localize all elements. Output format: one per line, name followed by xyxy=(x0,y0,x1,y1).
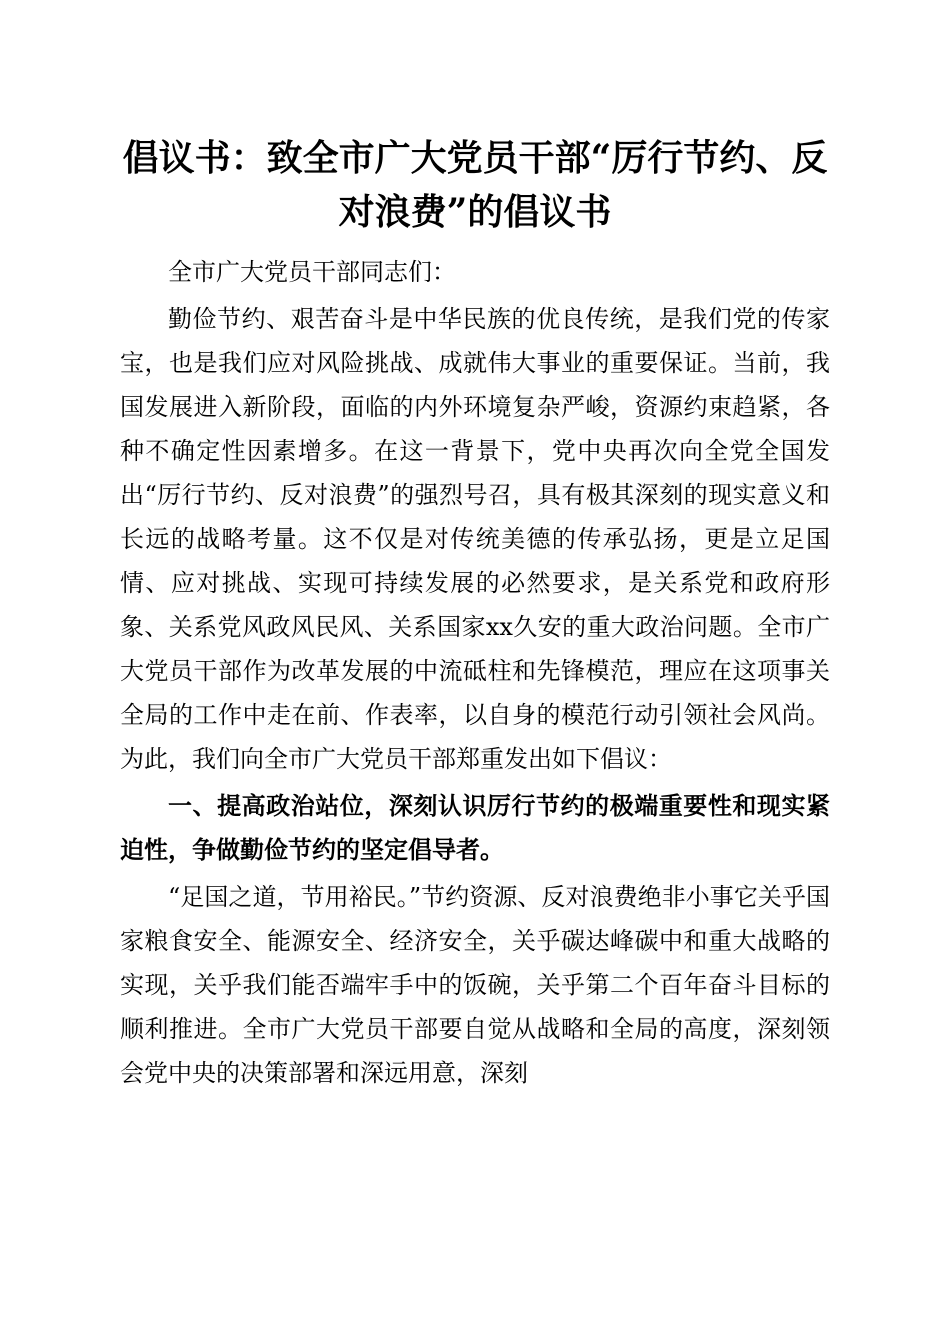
salutation: 全市广大党员干部同志们： xyxy=(168,258,456,286)
document-title: 倡议书：致全市广大党员干部“厉行节约、反对浪费”的倡议书 xyxy=(122,137,828,233)
paragraph-section-1: “足国之道，节用裕民。”节约资源、反对浪费绝非小事它关乎国家粮食安全、能源安全、经济安全，关乎碳达峰碳中和重大战略的实现，关乎我们能否端牢手中的饭碗，关乎第二个百年奋斗目标的顺利推进。全市广大党员干部要自觉从战略和全局的高度，深刻领会党中央的决策部署和深远用意，深刻 xyxy=(120,883,830,1087)
section-heading-1: 一、提高政治站位，深刻认识厉行节约的极端重要性和现实紧迫性，争做勤俭节约的坚定倡导者。 xyxy=(120,792,830,864)
document-body xyxy=(120,250,830,1095)
paragraph-intro: 勤俭节约、艰苦奋斗是中华民族的优良传统，是我们党的传家宝，也是我们应对风险挑战、成就伟大事业的重要保证。当前，我国发展进入新阶段，面临的内外环境复杂严峻，资源约束趋紧，各种不确定性因素增多。在这一背景下，党中央再次向全党全国发出“厉行节约、反对浪费”的强烈号召，具有极其深刻的现实意义和长远的战略考量。这不仅是对传统美德的传承弘扬，更是立足国情、应对挑战、实现可持续发展的必然要求，是关系党和政府形象、关系党风政风民风、关系国家xx久安的重大政治问题。全市广大党员干部作为改革发展的中流砥柱和先锋模范，理应在这项事关全局的工作中走在前、作表率，以自身的模范行动引领社会风尚。为此，我们向全市广大党员干部郑重发出如下倡议： xyxy=(120,305,830,773)
